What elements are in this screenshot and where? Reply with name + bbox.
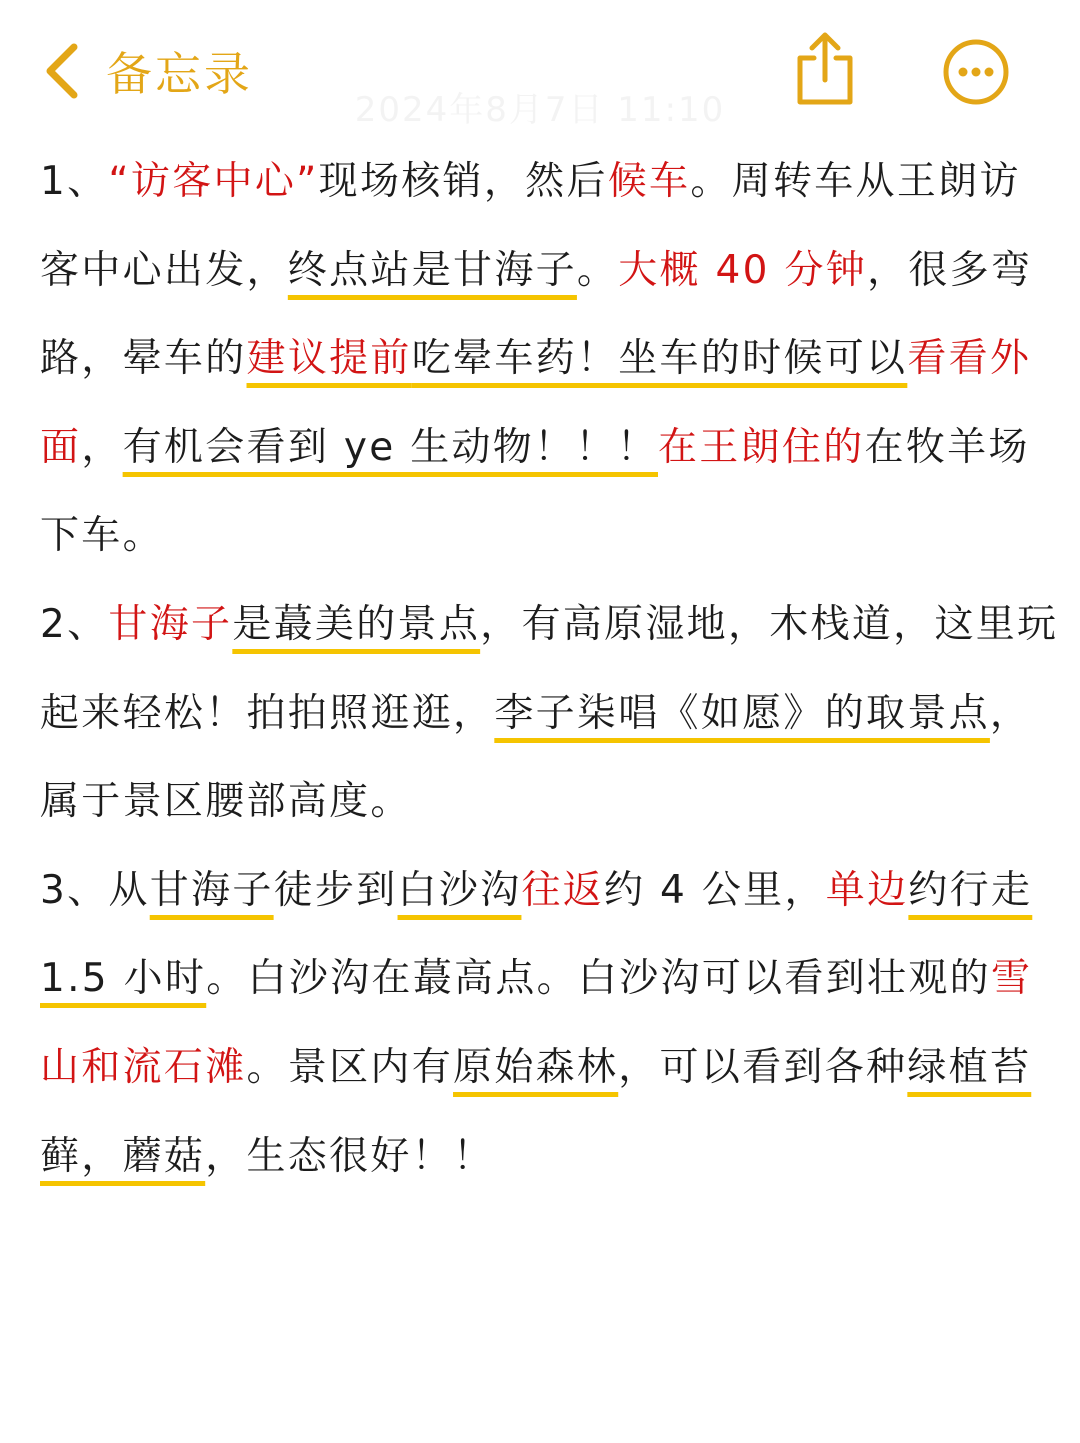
note-line: 面，有机会看到 ye 生动物！！！在王朗住的在牧羊场 xyxy=(40,424,1030,470)
note-line: 起来轻松！拍拍照逛逛，李子柒唱《如愿》的取景点， xyxy=(40,690,1032,736)
note-line: 3、从甘海子徒步到白沙沟往返约 4 公里，单边约行走 xyxy=(40,867,1033,913)
note-line: 藓，蘑菇，生态很好！！ xyxy=(40,1133,495,1179)
note-line: 路，晕车的建议提前吃晕车药！坐车的时候可以看看外 xyxy=(40,336,1032,382)
note-line: 客中心出发，终点站是甘海子。大概 40 分钟，很多弯 xyxy=(40,247,1033,293)
note-line: 2、甘海子是蕞美的景点，有高原湿地，木栈道，这里玩 xyxy=(40,601,1059,647)
note-body[interactable] xyxy=(40,138,1059,1201)
note-timestamp: 2024年8月7日 11:10 xyxy=(354,90,726,130)
back-label: 备忘录 xyxy=(106,47,253,101)
note-line: 1.5 小时。白沙沟在蕞高点。白沙沟可以看到壮观的雪 xyxy=(40,956,1033,1002)
note-line: 山和流石滩。景区内有原始森林，可以看到各种绿植苔 xyxy=(40,1044,1032,1090)
note-line: 下车。 xyxy=(40,513,164,559)
note-line: 属于景区腰部高度。 xyxy=(40,779,412,825)
note-line: 1、“访客中心”现场核销，然后候车。周转车从王朗访 xyxy=(40,159,1021,204)
